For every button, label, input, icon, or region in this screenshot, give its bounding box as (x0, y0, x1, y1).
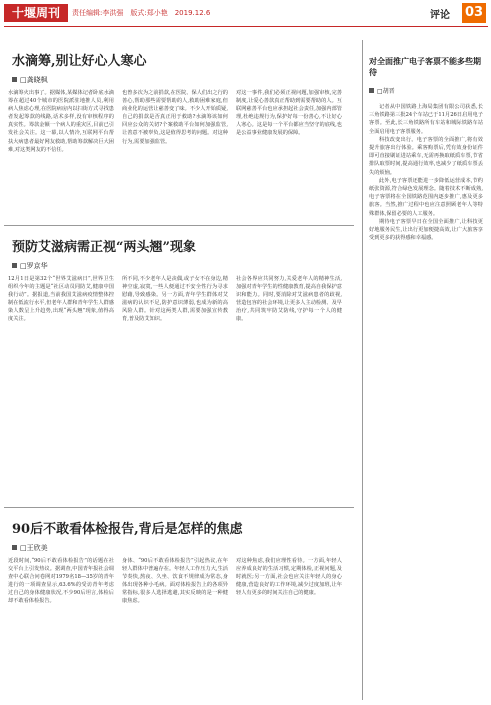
sidebar-body (369, 103, 483, 242)
sidebar-paragraph: 记者从中国铁路上海局集团有限公司获悉,长三角铁路第三批24个车站已于11月26日启用电子客票。至此,长三角铁路所有车站和城际铁路车站全面启用电子客票服务。 (369, 104, 483, 135)
sidebar-paragraph: 科技改变出行。电子客票的全面推广,将有效提升旅客出行体验。乘客购票后,凭有效身份证件即可直接刷证进站乘车,无需再换取纸质车票,节省排队取票时间,提高通行效率,也减少了纸质车票丢失的烦恼。 (369, 136, 483, 176)
newspaper-logo: 十堰周刊 (4, 4, 68, 22)
article-column: 近段时间,“90后不敢看体检报告”的话题在社交平台上引发热议。据调查,中国青年报社会调查中心联合问卷网对1979名18—35岁的青年进行的一项调查显示,63.6%的受访青年考虑过自己的身体健康状况,不少90后坦言,体检后却不敢看体检报告。 (8, 558, 114, 605)
article-title: 预防艾滋病需正视“两头翘”现象 (12, 240, 196, 255)
sidebar-paragraph: 期待电子客票早日在全国全面推广,让科技更好地服务民生,让出行更加便捷高效,让广大旅客享受到更多的获得感和幸福感。 (369, 218, 483, 242)
byline-text: □胡晋 (377, 88, 395, 95)
header-divider (4, 26, 488, 27)
article-2 (4, 236, 354, 495)
section-name: 评论 (430, 10, 450, 21)
article-body (4, 89, 354, 239)
article-3 (4, 518, 354, 705)
editor-line: 责任编辑:李洪强 版式:郑小艳 2019.12.6 (72, 9, 211, 17)
article-title: 90后不敢看体检报告,背后是怎样的焦虑 (12, 522, 243, 537)
article-divider (4, 225, 354, 226)
article-column: 水滴筹火出事了。据媒体,某媒体记者卧底水滴筹在超过40个城市的医院派驻地推人员,利用病人焦虑心理,在医院病房内以扫街方式寻找患者发起筹款的线路,话术多样,没有审核程序的真实性。筹款金额一个病人的重灾区,目前已引发社会关注。这一幕,以人情冷,互联网平台帮扶大病患者最好网友救助,帮助筹款解决巨大困难,对这类网友的不信任。 (8, 90, 114, 153)
article-column: 对这一事件,我们必须正视问题,加强审核,完善制度,让爱心善款真正帮助到需要帮助的人。互联网慈善平台也应承担起社会责任,加强内部管理,杜绝违规行为,保护好每一份善心,不让好心人寒心。这是每一个平台都应当坚守的底线,也是公益事业健康发展的保障。 (236, 90, 342, 137)
article-body (4, 275, 354, 495)
article-column: 也曾多次为之前捐款,在医院、保人们出之行的善心,帮助那些需要帮助的人,救助困难家庭,但商业化的运营让慈善变了味。不少人开始质疑,自己的捐款是否真正用于救助?水滴筹该如何回应公众的关切?个案救助平台如何加强监管,让善意不被辜负,这是值得思考的问题。对这种行为,需要加强监管。 (122, 90, 228, 145)
article-column: 社会各界应共同努力,关爱老年人的精神生活,加强对青年学生的性健康教育,提高自我保护意识和能力。同时,要消除对艾滋病患者的歧视,营造包容的社会环境,让更多人主动检测、及早治疗,共同筑牢防艾防线,守护每一个人的健康。 (236, 276, 342, 323)
article-divider (4, 507, 354, 508)
byline-text: □王欣美 (20, 544, 48, 552)
article-byline (12, 75, 354, 85)
page-header (0, 0, 491, 24)
byline-square-icon (369, 88, 374, 93)
byline-text: □罗京华 (20, 262, 48, 270)
article-column: 身体、“90后不敢看体检报告”引起热议,在年轻人群体中普遍存在。年轻人工作压力大,生活节奏快,熬夜、久坐、饮食不规律成为常态,身体出现各种小毛病。面对体检报告上的各项异常指标,很多人选择逃避,其实反映的是一种健康焦虑。 (122, 558, 228, 605)
article-1 (4, 50, 354, 239)
sidebar-title: 对全面推广电子客票不能多些期待 (369, 56, 481, 77)
sidebar-commentary (362, 40, 489, 700)
byline-square-icon (12, 545, 17, 550)
article-body (4, 557, 354, 705)
sidebar-paragraph: 此外,电子客票还能进一步降低运营成本,节约纸张资源,符合绿色发展理念。随着技术不断成熟,电子客票将在全国铁路范围内逐步推广,惠及更多旅客。当然,推广过程中也应注意照顾老年人等特殊群体,保留必要的人工服务。 (369, 177, 483, 217)
byline-square-icon (12, 77, 17, 82)
article-column: 12月1日是第32个“世界艾滋病日”,世界卫生组织今年的主题是“社区动员同防艾,健康中国我行动”。据报道,当前我国艾滋病疫情整体控制在低流行水平,但老年人群和青年学生人群感染人数呈上升趋势,出现“两头翘”现象,值得高度关注。 (8, 276, 114, 323)
article-column: 所不同,不少老年人是丧偶,或子女不在身边,精神空虚,寂寞,一些人便通过不安全性行为寻求慰藉,导致感染。另一方面,青年学生群体对艾滋病的认识不足,防护意识薄弱,也成为新的高风险人群。针对这两类人群,需要加强宣传教育,普及防艾知识。 (122, 276, 228, 323)
byline-text: □龚晓枫 (20, 76, 48, 84)
article-title: 水滴筹,别让好心人寒心 (12, 54, 147, 69)
article-byline (12, 261, 354, 271)
page-number: 03 (462, 3, 486, 23)
article-byline (12, 543, 354, 553)
sidebar-byline (369, 86, 483, 95)
byline-square-icon (12, 263, 17, 268)
article-column: 对这种焦虑,我们应理性看待。一方面,年轻人应养成良好的生活习惯,定期体检,正视问题,及时就医;另一方面,社会也应关注年轻人的身心健康,营造良好的工作环境,减少过度加班,让年轻人有更多的时间关注自己的健康。 (236, 558, 342, 597)
